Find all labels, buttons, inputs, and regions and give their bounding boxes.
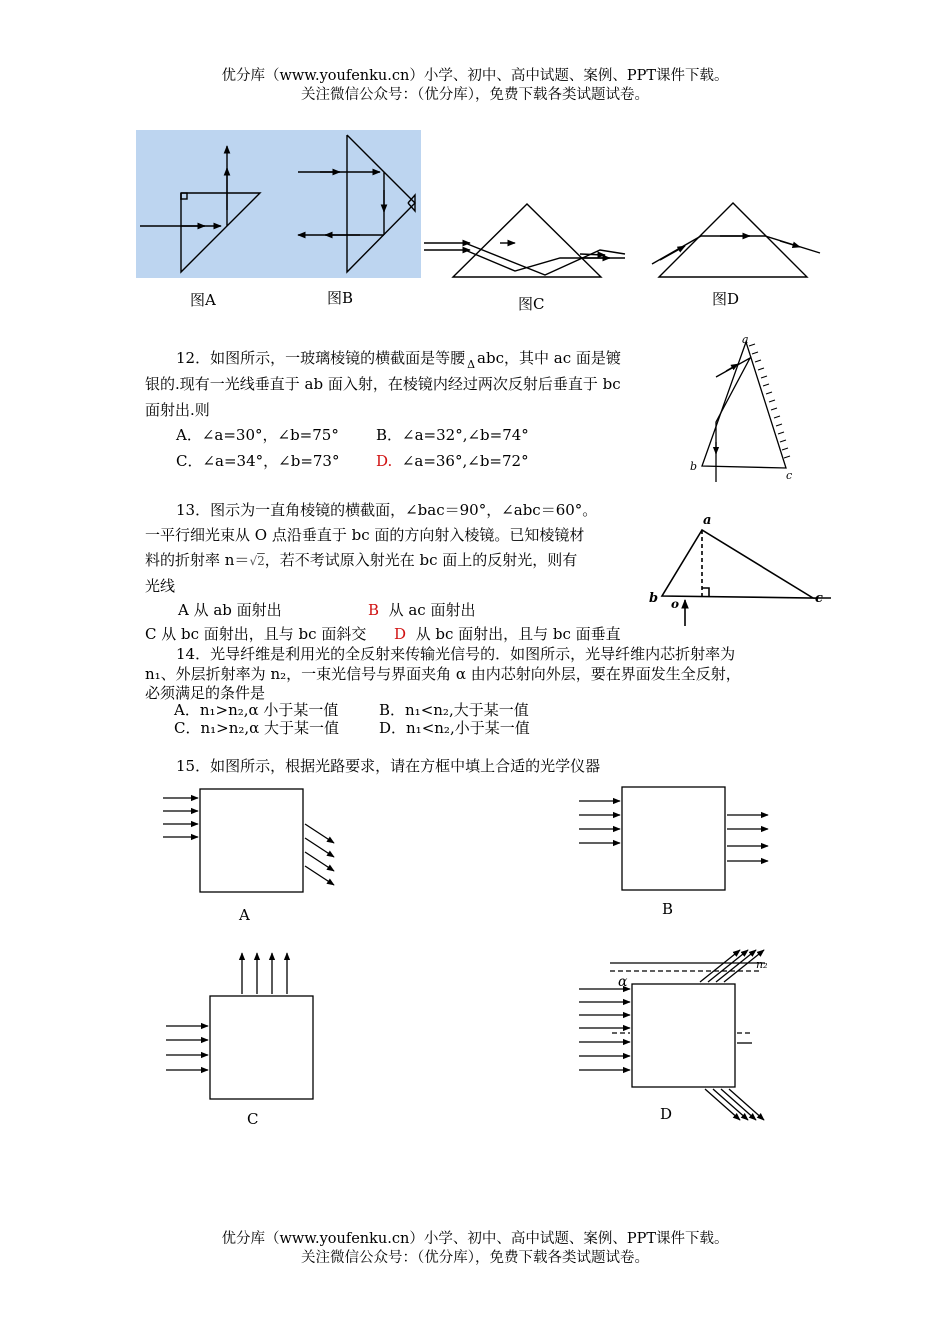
q12-line2: 银的.现有一光线垂直于 ab 面入射，在棱镜内经过两次反射后垂直于 bc [145,375,621,393]
q14-option-b: B．n₁<n₂,大于某一值 [379,701,529,719]
q12-label-b: b [690,460,698,473]
q13-label-o: o [671,597,680,611]
q15-line1: 15．如图所示，根据光路要求，请在方框中填上合适的光学仪器 [176,757,601,775]
q15-figures [0,770,950,1170]
figure-c-prism [424,204,625,277]
triangle-symbol: Δ [467,358,476,371]
box-a [200,789,303,892]
q13-label-a: a [703,513,712,528]
q13-line2: 一平行细光束从 O 点沿垂直于 bc 面的方向射入棱镜。已知棱镜材 [145,526,585,544]
q15-caption-c: C [247,1110,259,1128]
caption-figure-d: 图D [712,290,740,308]
q13-line3: 料的折射率 n＝√2，若不考试原入射光在 bc 面上的反射光，则有 [145,551,578,569]
q12-line1: 12．如图所示，一玻璃棱镜的横截面是等腰 $_\Delta$ abc，其中 ac 面是镀 [176,349,621,371]
q15-caption-d: D [660,1105,673,1123]
q14-line1: 14．光导纤维是利用光的全反射来传输光信号的．如图所示，光导纤维内芯折射率为 [176,645,736,663]
q14-option-d: D．n₁<n₂,小于某一值 [379,719,530,737]
q13-figure [645,508,835,638]
top-figures [0,0,950,320]
q14-option-c: C．n₁>n₂,α 大于某一值 [174,719,340,737]
q13-line4: 光线 [145,577,176,595]
q12-label-a: a [742,333,749,346]
q12-option-d: D. ∠a=36°,∠b=72° [376,452,529,470]
footer-line1: 优分库（www.youfenku.cn）小学、初中、高中试题、案例、PPT课件下载。 [221,1231,729,1247]
q15-caption-a: A [239,906,250,924]
q12-label-c: c [786,469,793,482]
box-c [210,996,313,1099]
q14-line2: n₁、外层折射率为 n₂，一束光信号与界面夹角 α 由内芯射向外层，要在界面发生全反射， [145,665,741,683]
q13-label-c: c [815,591,823,606]
header-line2: 关注微信公众号：（优分库），免费下载各类试题试卷。 [301,87,649,103]
q15-d-alpha-label: α [618,974,628,990]
caption-figure-b: 图B [327,289,354,307]
q12-option-c: C．∠a=34°，∠b=73° [176,452,340,470]
q13-option-b: B 从 ac 面射出 [368,601,476,619]
box-b [622,787,725,890]
q13-option-a: A 从 ab 面射出 [178,601,282,619]
caption-figure-a: 图A [190,291,216,309]
q13-option-d: D 从 bc 面射出，且与 bc 面垂直 [394,625,621,643]
q12-option-b: B．∠a=32°,∠b=74° [376,426,529,444]
q15-caption-b: B [662,900,674,918]
figure-d-prism [652,203,820,277]
q15-d-n2-label: n₂ [756,958,768,971]
q12-figure [686,332,806,482]
q13-label-b: b [649,591,659,606]
sqrt-2-symbol: √2 [249,554,265,568]
q13-line1: 13．图示为一直角棱镜的横截面，∠bac＝90°，∠abc＝60°。 [176,501,598,519]
figure-a-prism [140,146,260,272]
figure-b-prism [298,135,415,272]
footer-line2: 关注微信公众号：（优分库），免费下载各类试题试卷。 [301,1250,649,1266]
q14-line3: 必须满足的条件是 [145,684,266,702]
q12-line3: 面射出.则 [145,401,210,419]
q13-option-c: C 从 bc 面射出，且与 bc 面斜交 [145,625,367,643]
box-d [632,984,735,1087]
q14-option-a: A．n₁>n₂,α 小于某一值 [174,701,339,719]
header-line1: 优分库（www.youfenku.cn）小学、初中、高中试题、案例、PPT课件下载。 [221,68,729,84]
q12-option-a: A．∠a=30°，∠b=75° [176,426,339,444]
caption-figure-c: 图C [518,295,545,313]
